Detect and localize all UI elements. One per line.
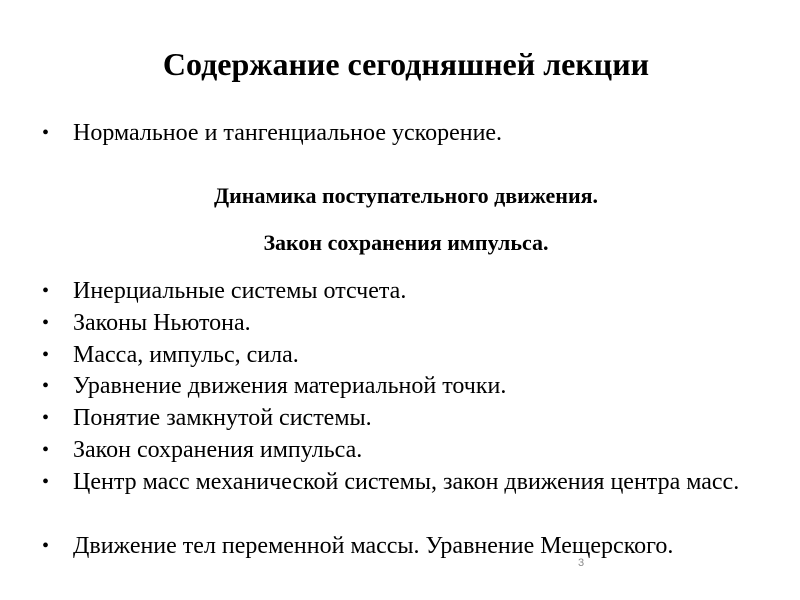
list-item-text: Понятие замкнутой системы. <box>73 405 372 431</box>
bullet-icon: • <box>42 312 50 334</box>
list-item-text: Уравнение движения материальной точки. <box>73 373 507 399</box>
bullet-icon: • <box>42 407 50 429</box>
list-item <box>42 339 762 371</box>
list-item <box>42 275 762 307</box>
bullet-icon: • <box>42 280 50 302</box>
bullet-icon: • <box>42 375 50 397</box>
list-item-text: Масса, импульс, сила. <box>73 342 299 368</box>
list-item <box>42 434 762 466</box>
slide-title: Содержание сегодняшней лекции <box>162 46 650 82</box>
list-item-text: Инерциальные системы отсчета. <box>73 278 407 304</box>
bullet-icon: • <box>42 471 50 493</box>
bullet-icon: • <box>42 439 50 461</box>
section-heading-momentum: Закон сохранения импульса. <box>263 230 549 255</box>
section-heading-dynamics: Динамика поступательного движения. <box>213 183 599 208</box>
list-item <box>42 530 762 562</box>
bullet-icon: • <box>42 344 50 366</box>
list-item-text: Нормальное и тангенциальное ускорение. <box>73 120 503 146</box>
list-item <box>42 307 762 339</box>
list-item <box>42 402 762 434</box>
list-item-text: Закон сохранения импульса. <box>73 437 363 463</box>
list-item-text: Движение тел переменной массы. Уравнение Мещерского. <box>73 533 674 559</box>
list-item-text: Законы Ньютона. <box>73 310 251 336</box>
list-item <box>42 117 762 149</box>
list-item <box>42 466 762 498</box>
bullet-icon: • <box>42 122 50 144</box>
list-item-text: Центр масс механической системы, закон движения центра масс. <box>73 469 740 495</box>
bullet-icon: • <box>42 535 50 557</box>
list-item <box>42 370 762 402</box>
page-number: 3 <box>578 557 585 569</box>
